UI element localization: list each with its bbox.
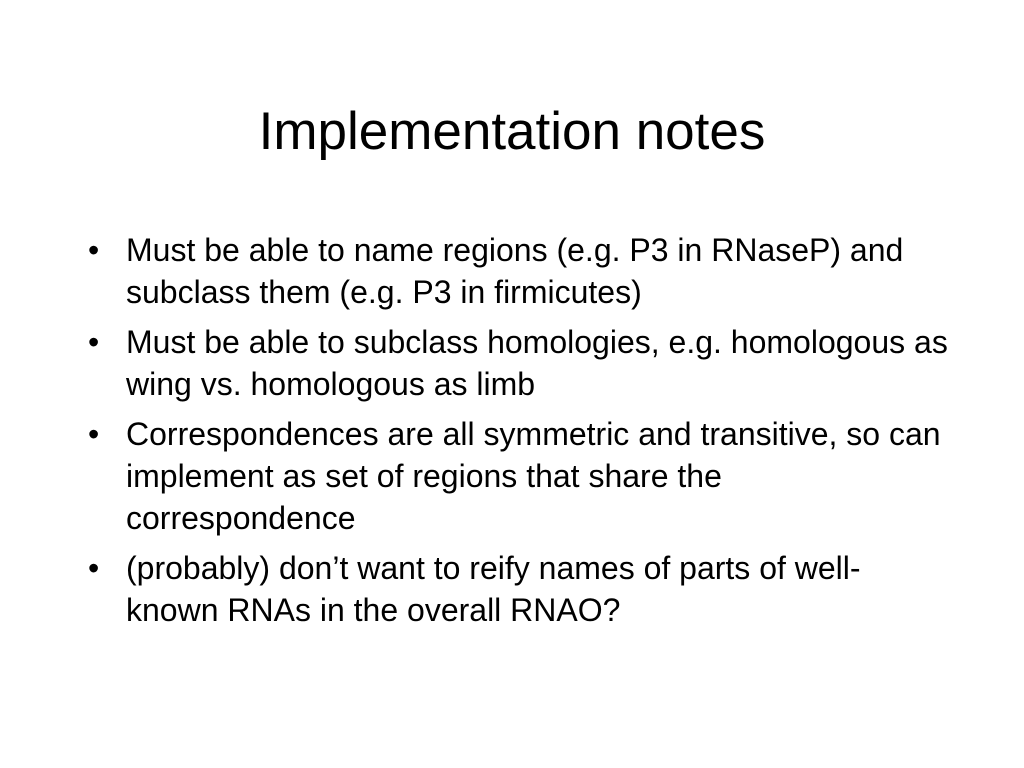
bullet-text: (probably) don’t want to reify names of parts of well-known RNAs in the overall RNAO? [126, 550, 861, 628]
bullet-marker: • [88, 550, 100, 586]
bullet-marker: • [88, 324, 100, 360]
bullet-text: Must be able to subclass homologies, e.g. homologous as wing vs. homologous as limb [126, 324, 948, 402]
bullet-marker: • [88, 232, 100, 268]
bullet-item [88, 547, 948, 631]
bullet-item [88, 229, 948, 313]
bullet-text: Correspondences are all symmetric and transitive, so can implement as set of regions that share the correspondence [126, 416, 941, 536]
bullet-item [88, 413, 948, 539]
bullet-list [88, 229, 948, 639]
bullet-text: Must be able to name regions (e.g. P3 in RNaseP) and subclass them (e.g. P3 in firmicutes) [126, 232, 904, 310]
slide-title: Implementation notes [258, 102, 766, 161]
bullet-item [88, 321, 948, 405]
bullet-marker: • [88, 416, 100, 452]
